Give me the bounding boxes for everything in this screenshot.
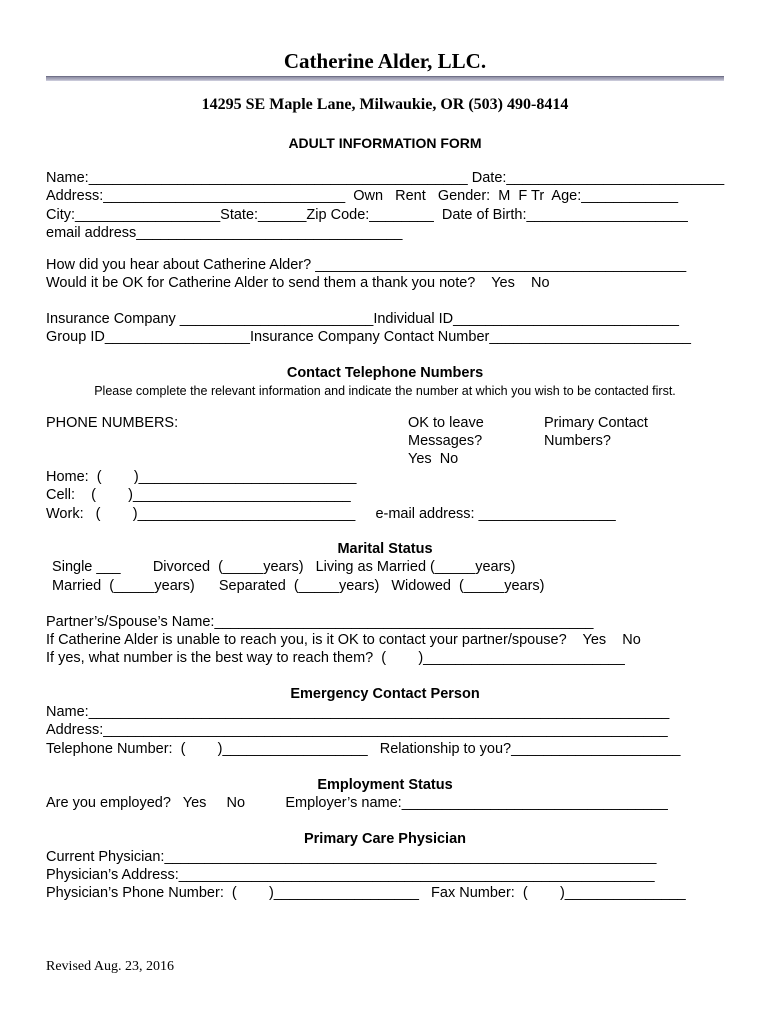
marital-status-title: Marital Status: [337, 541, 433, 557]
employment-status-title: Employment Status: [317, 777, 453, 793]
physician-phone-fax-line[interactable]: Physician’s Phone Number: ( )__________________ Fax Number: ( )_______________: [46, 885, 686, 901]
home-phone-line[interactable]: Home: ( )___________________________: [46, 469, 357, 485]
ok-to-leave-yes-no[interactable]: Yes No: [408, 451, 459, 467]
revision-date: Revised Aug. 23, 2016: [46, 959, 174, 974]
header-divider: [46, 76, 724, 81]
primary-care-physician-title: Primary Care Physician: [303, 831, 466, 847]
cell-phone-line[interactable]: Cell: ( )___________________________: [46, 487, 351, 503]
emergency-name-line[interactable]: Name:________________________________________________________________________: [46, 704, 670, 720]
ok-to-leave-header-2: Messages?: [408, 433, 483, 449]
employment-line[interactable]: Are you employed? Yes No Employer’s name:_________________________________: [46, 795, 668, 811]
name-date-line[interactable]: Name:_______________________________________________ Date:___________________________: [46, 170, 725, 186]
thank-you-note-line[interactable]: Would it be OK for Catherine Alder to send them a thank you note? Yes No: [46, 275, 550, 291]
address-gender-age-line[interactable]: Address:______________________________ Own Rent Gender: M F Tr Age:____________: [46, 188, 679, 204]
group-id-line[interactable]: Group ID__________________Insurance Company Contact Number_________________________: [46, 329, 691, 345]
referral-source-line[interactable]: How did you hear about Catherine Alder? ______________________________________________: [46, 257, 687, 273]
company-name: Catherine Alder, LLC.: [283, 49, 487, 73]
partner-number-line[interactable]: If yes, what number is the best way to reach them? ( )_________________________: [46, 650, 625, 666]
emergency-contact-title: Emergency Contact Person: [290, 686, 480, 702]
emergency-address-line[interactable]: Address:______________________________________________________________________: [46, 722, 668, 738]
phone-numbers-label: PHONE NUMBERS:: [46, 415, 179, 431]
primary-contact-header-1: Primary Contact: [544, 415, 648, 431]
emergency-phone-relationship-line[interactable]: Telephone Number: ( )__________________ Relationship to you?_____________________: [46, 741, 681, 757]
marital-options-line-1[interactable]: Single ___ Divorced (_____years) Living as Married (_____years): [44, 559, 516, 575]
form-title: ADULT INFORMATION FORM: [288, 135, 482, 151]
contact-phones-title: Contact Telephone Numbers: [286, 365, 484, 381]
partner-contact-ok-line[interactable]: If Catherine Alder is unable to reach you, is it OK to contact your partner/spouse? Yes No: [46, 632, 641, 648]
ok-to-leave-header-1: OK to leave: [408, 415, 484, 431]
company-address: 14295 SE Maple Lane, Milwaukie, OR (503) 490-8414: [201, 96, 569, 113]
email-line[interactable]: email address_________________________________: [46, 225, 403, 241]
partner-name-line[interactable]: Partner’s/Spouse’s Name:_______________________________________________: [46, 614, 594, 630]
contact-phones-instruction: Please complete the relevant information and indicate the number at which you wish to be contacted first.: [94, 384, 676, 398]
primary-contact-header-2: Numbers?: [544, 433, 611, 449]
insurance-company-line[interactable]: Insurance Company ________________________Individual ID____________________________: [46, 311, 679, 327]
city-state-zip-dob-line[interactable]: City:__________________State:______Zip Code:________ Date of Birth:____________________: [46, 207, 688, 223]
marital-options-line-2[interactable]: Married (_____years) Separated (_____years) Widowed (_____years): [44, 578, 545, 594]
current-physician-line[interactable]: Current Physician:_____________________________________________________________: [46, 849, 657, 865]
physician-address-line[interactable]: Physician’s Address:___________________________________________________________: [46, 867, 655, 883]
work-phone-email-line[interactable]: Work: ( )___________________________ e-mail address: _________________: [46, 506, 616, 522]
